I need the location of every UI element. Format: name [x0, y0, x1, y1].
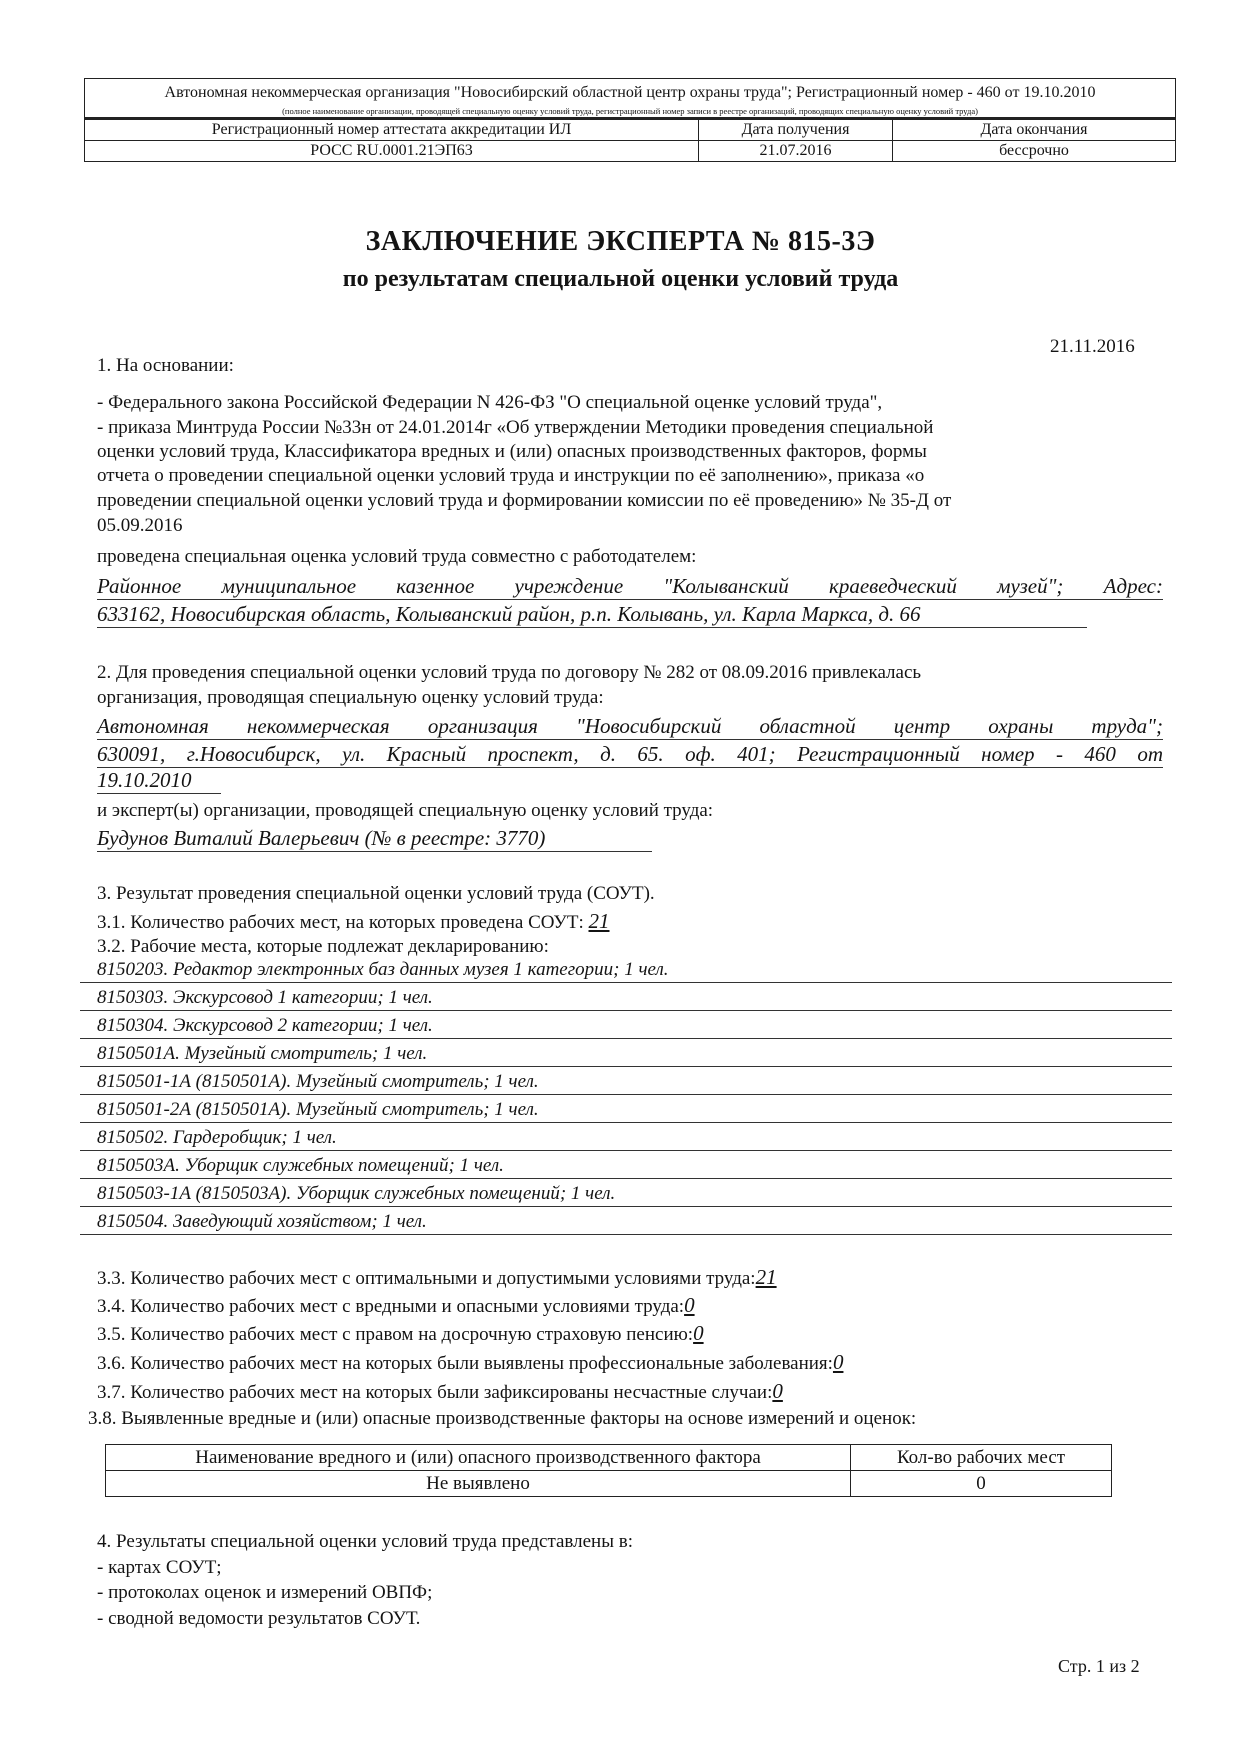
section4-item: - картах СОУТ; [97, 1557, 222, 1578]
page-number: Стр. 1 из 2 [1058, 1656, 1140, 1676]
cert-number: РОСС RU.0001.21ЭП63 [85, 141, 699, 162]
accreditation-table [85, 119, 1175, 161]
header-box [84, 78, 1176, 162]
workplace-row: 8150503-1А (8150503А). Уборщик служебных помещений; 1 чел. [80, 1179, 1172, 1207]
header-note: (полное наименование организации, проводящей специальную оценку условий труда, регистрационный номер записи в реестре организаций, проводящих специальную оценку условий труда) [85, 103, 1175, 119]
workplace-row: 8150501А. Музейный смотритель; 1 чел. [80, 1039, 1172, 1067]
section3-heading: 3. Результат проведения специальной оценки условий труда (СОУТ). [97, 883, 655, 904]
workplace-row: 8150304. Экскурсовод 2 категории; 1 чел. [80, 1011, 1172, 1039]
doc-subtitle: по результатам специальной оценки условий труда [342, 266, 899, 292]
expiry-value: бессрочно [893, 141, 1176, 162]
item-3-4: 3.4. Количество рабочих мест с вредными и опасными условиями труда:0 [97, 1293, 695, 1317]
item-3-1-value: 21 [588, 909, 610, 933]
item-3-1-label: 3.1. Количество рабочих мест, на которых проведена СОУТ: [97, 912, 584, 933]
item-3-5: 3.5. Количество рабочих мест с правом на досрочную страховую пенсию:0 [97, 1321, 704, 1345]
assessor-org-line: Автономная некоммерческая организация "Новосибирский областной центр охраны труда"; [97, 714, 1163, 738]
workplace-row: 8150501-1А (8150501А). Музейный смотритель; 1 чел. [80, 1067, 1172, 1095]
doc-title: ЗАКЛЮЧЕНИЕ ЭКСПЕРТА № 815-3Э [365, 226, 876, 257]
header-org-name: Автономная некоммерческая организация "Новосибирский областной центр охраны труда"; Регистрационный номер - 460 от 19.10.2010 [164, 84, 1096, 101]
employer-line: Районное муниципальное казенное учреждение "Колыванский краеведческий музей"; Адрес: [97, 574, 1163, 598]
item-3-3: 3.3. Количество рабочих мест с оптимальными и допустимыми условиями труда:21 [97, 1265, 777, 1289]
item-3-3-value: 21 [755, 1265, 777, 1289]
doc-date: 21.11.2016 [1050, 336, 1135, 357]
item-3-5-value: 0 [693, 1321, 704, 1345]
workplace-row: 8150303. Экскурсовод 1 категории; 1 чел. [80, 983, 1172, 1011]
expert-intro: и эксперт(ы) организации, проводящей специальную оценку условий труда: [97, 800, 714, 821]
item-3-1 [97, 909, 610, 935]
section1-order-line: - приказа Минтруда России №33н от 24.01.2014г «Об утверждении Методики проведения специальной [97, 417, 934, 438]
employer-intro: проведена специальная оценка условий труда совместно с работодателем: [97, 546, 697, 567]
factors-table [105, 1444, 1112, 1497]
section1-order-line: оценки условий труда, Классификатора вредных и (или) опасных производственных факторов, формы [97, 441, 927, 462]
section1-heading: 1. На основании: [97, 355, 234, 376]
workplace-row: 8150503А. Уборщик служебных помещений; 1 чел. [80, 1151, 1172, 1179]
section1-order-line: проведении специальной оценки условий труда и формировании комиссии по её проведению» № 35-Д от [97, 490, 952, 511]
col-received-label: Дата получения [699, 120, 893, 141]
section1-order-line: отчета о проведении специальной оценки условий труда и инструкции по её заполнению», приказа «о [97, 465, 925, 486]
workplace-row: 8150502. Гардеробщик; 1 чел. [80, 1123, 1172, 1151]
item-3-8: 3.8. Выявленные вредные и (или) опасные производственные факторы на основе измерений и оценок: [88, 1408, 917, 1429]
item-3-6-value: 0 [832, 1350, 844, 1374]
assessor-org-line: 630091, г.Новосибирск, ул. Красный проспект, д. 65. оф. 401; Регистрационный номер - 460 от [97, 742, 1163, 766]
section1-law: - Федерального закона Российской Федерации N 426-ФЗ "О специальной оценке условий труда", [97, 392, 883, 413]
section2-line: организация, проводящая специальную оценку условий труда: [97, 687, 604, 708]
section4-item: - протоколах оценок и измерений ОВПФ; [97, 1582, 433, 1603]
item-3-2: 3.2. Рабочие места, которые подлежат декларированию: [97, 936, 549, 957]
workplace-row: 8150203. Редактор электронных баз данных музея 1 категории; 1 чел. [80, 955, 1172, 983]
received-date: 21.07.2016 [699, 141, 893, 162]
item-3-4-value: 0 [684, 1293, 695, 1317]
employer-line: 633162, Новосибирская область, Колыванский район, р.п. Колывань, ул. Карла Маркса, д. 66 [97, 601, 1087, 628]
factor-col-count: Кол-во рабочих мест [851, 1445, 1112, 1471]
factor-name: Не выявлено [106, 1471, 851, 1497]
section2-line: 2. Для проведения специальной оценки условий труда по договору № 282 от 08.09.2016 привлекалась [97, 662, 922, 683]
section4-item: - сводной ведомости результатов СОУТ. [97, 1608, 421, 1629]
section1-order-line: 05.09.2016 [97, 515, 183, 536]
factor-col-name: Наименование вредного и (или) опасного производственного фактора [106, 1445, 851, 1471]
workplace-row: 8150501-2А (8150501А). Музейный смотритель; 1 чел. [80, 1095, 1172, 1123]
item-3-7: 3.7. Количество рабочих мест на которых были зафиксированы несчастные случаи:0 [97, 1379, 783, 1403]
workplace-row: 8150504. Заведующий хозяйством; 1 чел. [80, 1207, 1172, 1235]
expert-name: Будунов Виталий Валерьевич (№ в реестре: 3770) [97, 825, 652, 852]
assessor-org-line: 19.10.2010 [97, 767, 221, 794]
factor-count: 0 [851, 1471, 1112, 1497]
col-expiry-label: Дата окончания [893, 120, 1176, 141]
section4-heading: 4. Результаты специальной оценки условий труда представлены в: [97, 1531, 633, 1552]
item-3-6: 3.6. Количество рабочих мест на которых были выявлены профессиональные заболевания:0 [97, 1350, 844, 1374]
item-3-7-value: 0 [772, 1379, 783, 1403]
col-cert-label: Регистрационный номер аттестата аккредитации ИЛ [85, 120, 699, 141]
